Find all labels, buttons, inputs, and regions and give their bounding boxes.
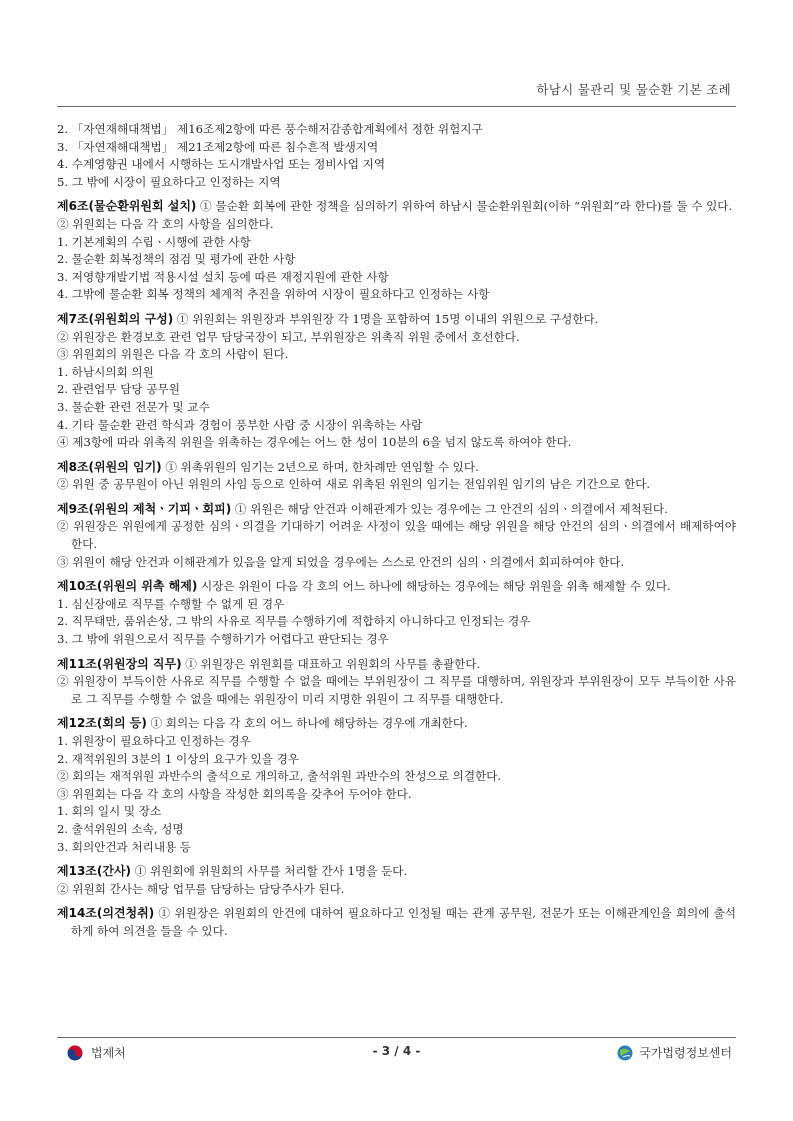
article-first-paragraph bbox=[57, 501, 736, 519]
article-title: 제12조(회의 등) bbox=[57, 716, 147, 731]
article-text: ① 위원회에 위원회의 사무를 처리할 간사 1명을 둔다. bbox=[131, 864, 408, 879]
article-text: 시장은 위원이 다음 각 호의 어느 하나에 해당하는 경우에는 해당 위원을 위촉 해제할 수 있다. bbox=[197, 579, 671, 594]
article-line: 2. 출석위원의 소속, 성명 bbox=[57, 821, 184, 836]
footer-right bbox=[617, 1044, 732, 1061]
article-first-paragraph bbox=[57, 459, 736, 477]
article-line: 1. 하남시의회 의원 bbox=[57, 364, 154, 379]
article-line: 1. 심신장애로 직무를 수행할 수 없게 된 경우 bbox=[57, 596, 285, 611]
footer-right-label: 국가법령정보센터 bbox=[639, 1046, 732, 1060]
article-line: 3. 그 밖에 위원으로서 직무를 수행하기가 어렵다고 판단되는 경우 bbox=[57, 632, 389, 647]
article bbox=[57, 715, 736, 856]
article-first-paragraph bbox=[57, 656, 736, 674]
intro-list bbox=[57, 121, 736, 191]
document-body bbox=[57, 121, 736, 941]
page-number: - 3 / 4 - bbox=[372, 1044, 421, 1058]
article-line: ② 위원장은 환경보호 관련 업무 담당국장이 되고, 부위원장은 위촉직 위원 중에서 호선한다. bbox=[57, 329, 520, 344]
article bbox=[57, 198, 736, 304]
article-line: 4. 그밖에 물순환 회복 정책의 체계적 추진을 위하여 시장이 필요하다고 인정하는 사항 bbox=[57, 287, 490, 302]
article-first-paragraph bbox=[57, 198, 736, 216]
intro-line: 3. 「자연재해대책법」 제21조제2항에 따른 침수흔적 발생지역 bbox=[57, 139, 379, 154]
footer-divider bbox=[57, 1037, 736, 1038]
article-line: 3. 물순환 관련 전문가 및 교수 bbox=[57, 399, 210, 414]
article-line: ③ 위원회는 다음 각 호의 사항을 작성한 회의록을 갖추어 두어야 한다. bbox=[57, 786, 412, 801]
article-title: 제9조(위원의 제척ㆍ기피ㆍ회피) bbox=[57, 501, 232, 516]
article-first-paragraph bbox=[57, 715, 736, 733]
article-line: 4. 기타 물순환 관련 학식과 경험이 풍부한 사람 중 시장이 위촉하는 사람 bbox=[57, 417, 423, 432]
article-text: ① 물순환 회복에 관한 정책을 심의하기 위하여 하남시 물순환위원회(이하 “위원회”라 한다)를 둘 수 있다. bbox=[196, 199, 733, 214]
article-line: 1. 위원장이 필요하다고 인정하는 경우 bbox=[57, 734, 251, 748]
articles-list bbox=[57, 198, 736, 940]
article-title: 제13조(간사) bbox=[57, 864, 132, 879]
article-line: ② 위원회는 다음 각 호의 사항을 심의한다. bbox=[57, 216, 274, 231]
article-title: 제14조(의견청취) bbox=[57, 906, 155, 921]
intro-line: 4. 수계영향권 내에서 시행하는 도시개발사업 또는 정비사업 지역 bbox=[57, 157, 386, 172]
article-title: 제6조(물순환위원회 설치) bbox=[57, 199, 197, 214]
article-text: ① 위원은 해당 안건과 이해관계가 있는 경우에는 그 안건의 심의ㆍ의결에서 제척된다. bbox=[231, 501, 668, 516]
article-title: 제10조(위원의 위촉 해제) bbox=[57, 579, 198, 594]
article-line: ③ 위원회의 위원은 다음 각 호의 사람이 된다. bbox=[57, 347, 289, 362]
article-first-paragraph bbox=[57, 311, 736, 329]
page-footer bbox=[57, 1044, 736, 1066]
article bbox=[57, 311, 736, 452]
article-line: 2. 관련업무 담당 공무원 bbox=[57, 382, 180, 397]
article-first-paragraph bbox=[57, 905, 736, 940]
article-line: 1. 회의 일시 및 장소 bbox=[57, 804, 162, 819]
article-line: 3. 회의안건과 처리내용 등 bbox=[57, 839, 192, 854]
article-first-paragraph bbox=[57, 863, 736, 881]
article-title: 제11조(위원장의 직무) bbox=[57, 656, 182, 671]
article-text: ① 위촉위원의 임기는 2년으로 하며, 한차례만 연임할 수 있다. bbox=[161, 459, 479, 474]
article-line: 2. 직무태만, 품위손상, 그 밖의 사유로 직무를 수행하기에 적합하지 아니하다고 인정되는 경우 bbox=[57, 614, 531, 629]
article bbox=[57, 459, 736, 494]
article-line: 2. 재적위원의 3분의 1 이상의 요구가 있을 경우 bbox=[57, 751, 300, 766]
article-title: 제8조(위원의 임기) bbox=[57, 459, 162, 474]
article-text: ① 위원장은 위원회를 대표하고 위원회의 사무를 총괄한다. bbox=[181, 656, 481, 671]
globe-logo-icon bbox=[617, 1045, 633, 1061]
article bbox=[57, 501, 736, 571]
intro-line: 2. 「자연재해대책법」 제16조제2항에 따른 풍수해저감종합계획에서 정한 위험지구 bbox=[57, 122, 483, 136]
article-line: ② 위원회 간사는 해당 업무를 담당하는 담당주사가 된다. bbox=[57, 881, 345, 896]
intro-line: 5. 그 밖에 시장이 필요하다고 인정하는 지역 bbox=[57, 174, 281, 189]
article-title: 제7조(위원회의 구성) bbox=[57, 311, 174, 326]
article-line: ② 위원장은 위원에게 공정한 심의ㆍ의결을 기대하기 어려운 사정이 있을 때에는 해당 위원을 해당 안건의 심의ㆍ의결에서 배제하여야 한다. bbox=[57, 519, 736, 552]
article-line: ② 위원장이 부득이한 사유로 직무를 수행할 수 없을 때에는 부위원장이 그 직무를 대행하며, 위원장과 부위원장이 모두 부득이한 사유로 그 직무를 수행할 수 없을 때에는 위원장이 미리 지명한 위원이 그 직무를 대행한다. bbox=[57, 674, 736, 706]
article bbox=[57, 905, 736, 940]
article-text: ① 위원장은 위원회의 안건에 대하여 필요하다고 인정될 때는 관계 공무원, 전문가 또는 이해관계인을 회의에 출석하게 하여 의견을 들을 수 있다. bbox=[71, 906, 736, 938]
article bbox=[57, 578, 736, 648]
article-line: 2. 물순환 회복정책의 점검 및 평가에 관한 사항 bbox=[57, 252, 296, 267]
article bbox=[57, 656, 736, 709]
article-line: ② 회의는 재적위원 과반수의 출석으로 개의하고, 출석위원 과반수의 찬성으로 의결한다. bbox=[57, 769, 502, 784]
article-line: 3. 저영향개발기법 적용시설 설치 등에 따른 재정지원에 관한 사항 bbox=[57, 269, 389, 284]
article-line: ③ 위원이 해당 안건과 이해관계가 있음을 알게 되었을 경우에는 스스로 안건의 심의ㆍ의결에서 회피하여야 한다. bbox=[57, 554, 625, 569]
article-line: ④ 제3항에 따라 위촉직 위원을 위촉하는 경우에는 어느 한 성이 10분의 6을 넘지 않도록 하여야 한다. bbox=[57, 435, 572, 450]
header-divider bbox=[57, 106, 736, 107]
article-first-paragraph bbox=[57, 578, 736, 596]
document-header-title: 하남시 물관리 및 물순환 기본 조례 bbox=[536, 82, 731, 97]
article-text: ① 위원회는 위원장과 부위원장 각 1명을 포함하여 15명 이내의 위원으로 구성한다. bbox=[173, 311, 599, 326]
article-line: ② 위원 중 공무원이 아닌 위원의 사임 등으로 인하여 새로 위촉된 위원의 임기는 전임위원 임기의 남은 기간으로 한다. bbox=[57, 477, 651, 492]
article bbox=[57, 863, 736, 898]
footer-left-label: 법제처 bbox=[91, 1046, 126, 1060]
article-line: 1. 기본계획의 수립ㆍ시행에 관한 사항 bbox=[57, 234, 251, 249]
article-text: ① 회의는 다음 각 호의 어느 하나에 해당하는 경우에 개최한다. bbox=[146, 716, 468, 731]
